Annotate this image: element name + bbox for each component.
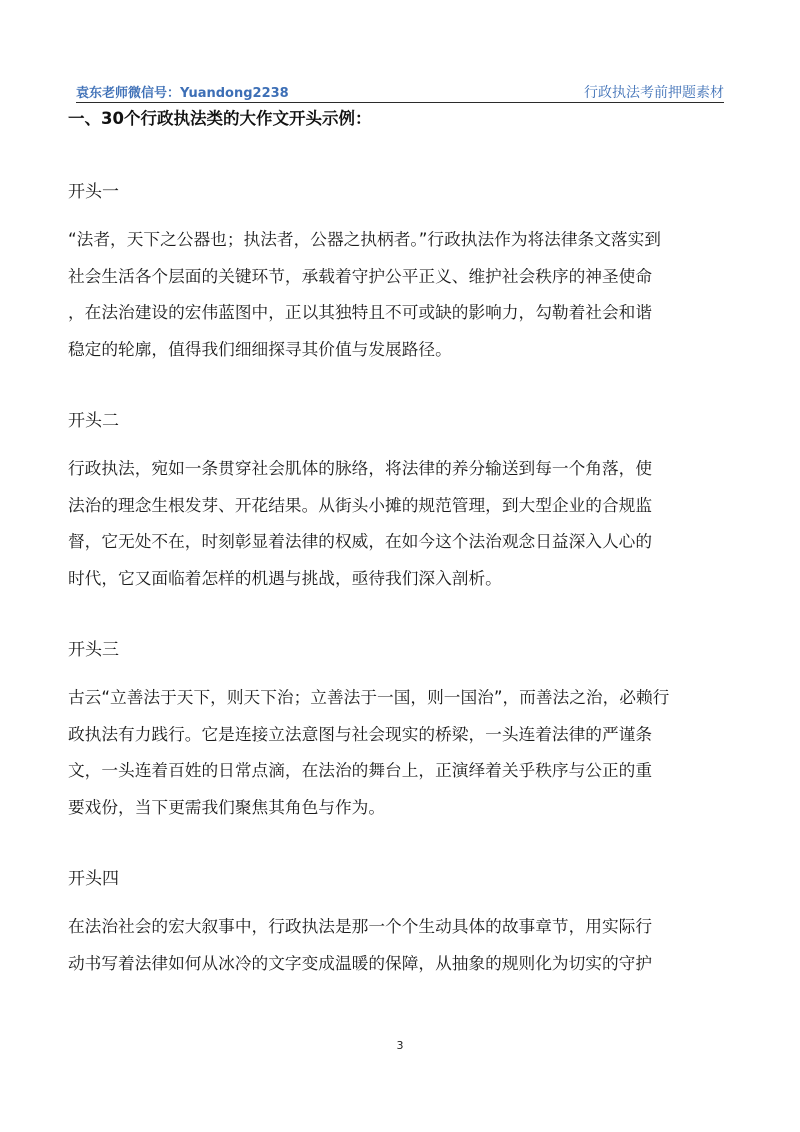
page-header [76,82,724,103]
paragraph-line: 行政执法，宛如一条贯穿社会肌体的脉络，将法律的养分输送到每一个角落，使 [68,458,653,478]
paragraph-line: 要戏份，当下更需我们聚焦其角色与作为。 [68,796,386,817]
section-label: 开头一 [68,182,119,202]
section-paragraph [68,679,740,825]
opening-section-3 [68,633,740,825]
opening-section-2 [68,404,740,596]
section-paragraph [68,908,740,981]
section-paragraph [68,221,740,367]
section-paragraph [68,450,740,596]
paragraph-line: 动书写着法律如何从冰冷的文字变成温暖的保障，从抽象的规则化为切实的守护 [68,952,653,973]
opening-section-1 [68,175,740,367]
paragraph-line: 法治的理念生根发芽、开花结果。从街头小摊的规范管理，到大型企业的合规监 [68,494,653,515]
paragraph-line: 社会生活各个层面的关键环节，承载着守护公平正义、维护社会秩序的神圣使命 [68,265,653,286]
header-wechat-text: 袁东老师微信号：Yuandong2238 [76,86,289,101]
header-material-title: 行政执法考前押题素材 [584,85,724,101]
paragraph-line: 稳定的轮廓，值得我们细细探寻其价值与发展路径。 [68,338,452,359]
page-number: 3 [396,1039,404,1052]
paragraph-line: 政执法有力践行。它是连接立法意图与社会现实的桥梁，一头连着法律的严谨条 [68,723,653,744]
section-label: 开头二 [68,411,119,431]
paragraph-line: 时代，它又面临着怎样的机遇与挑战，亟待我们深入剖析。 [68,567,502,588]
section-label: 开头三 [68,640,119,660]
paragraph-line: 文，一头连着百姓的日常点滴，在法治的舞台上，正演绎着关乎秩序与公正的重 [68,760,653,781]
opening-section-4 [68,862,740,981]
document-title: 一、30个行政执法类的大作文开头示例： [68,109,372,128]
paragraph-line: 督，它无处不在，时刻彰显着法律的权威，在如今这个法治观念日益深入人心的 [68,531,653,552]
paragraph-line: 在法治社会的宏大叙事中，行政执法是那一个个生动具体的故事章节，用实际行 [68,916,653,936]
paragraph-line: 古云“立善法于天下，则天下治；立善法于一国，则一国治”，而善法之治，必赖行 [68,687,670,707]
section-label: 开头四 [68,869,119,889]
paragraph-line: ，在法治建设的宏伟蓝图中，正以其独特且不可或缺的影响力，勾勒着社会和谐 [68,302,653,323]
paragraph-line: “法者，天下之公器也；执法者，公器之执柄者。”行政执法作为将法律条文落实到 [68,229,661,249]
